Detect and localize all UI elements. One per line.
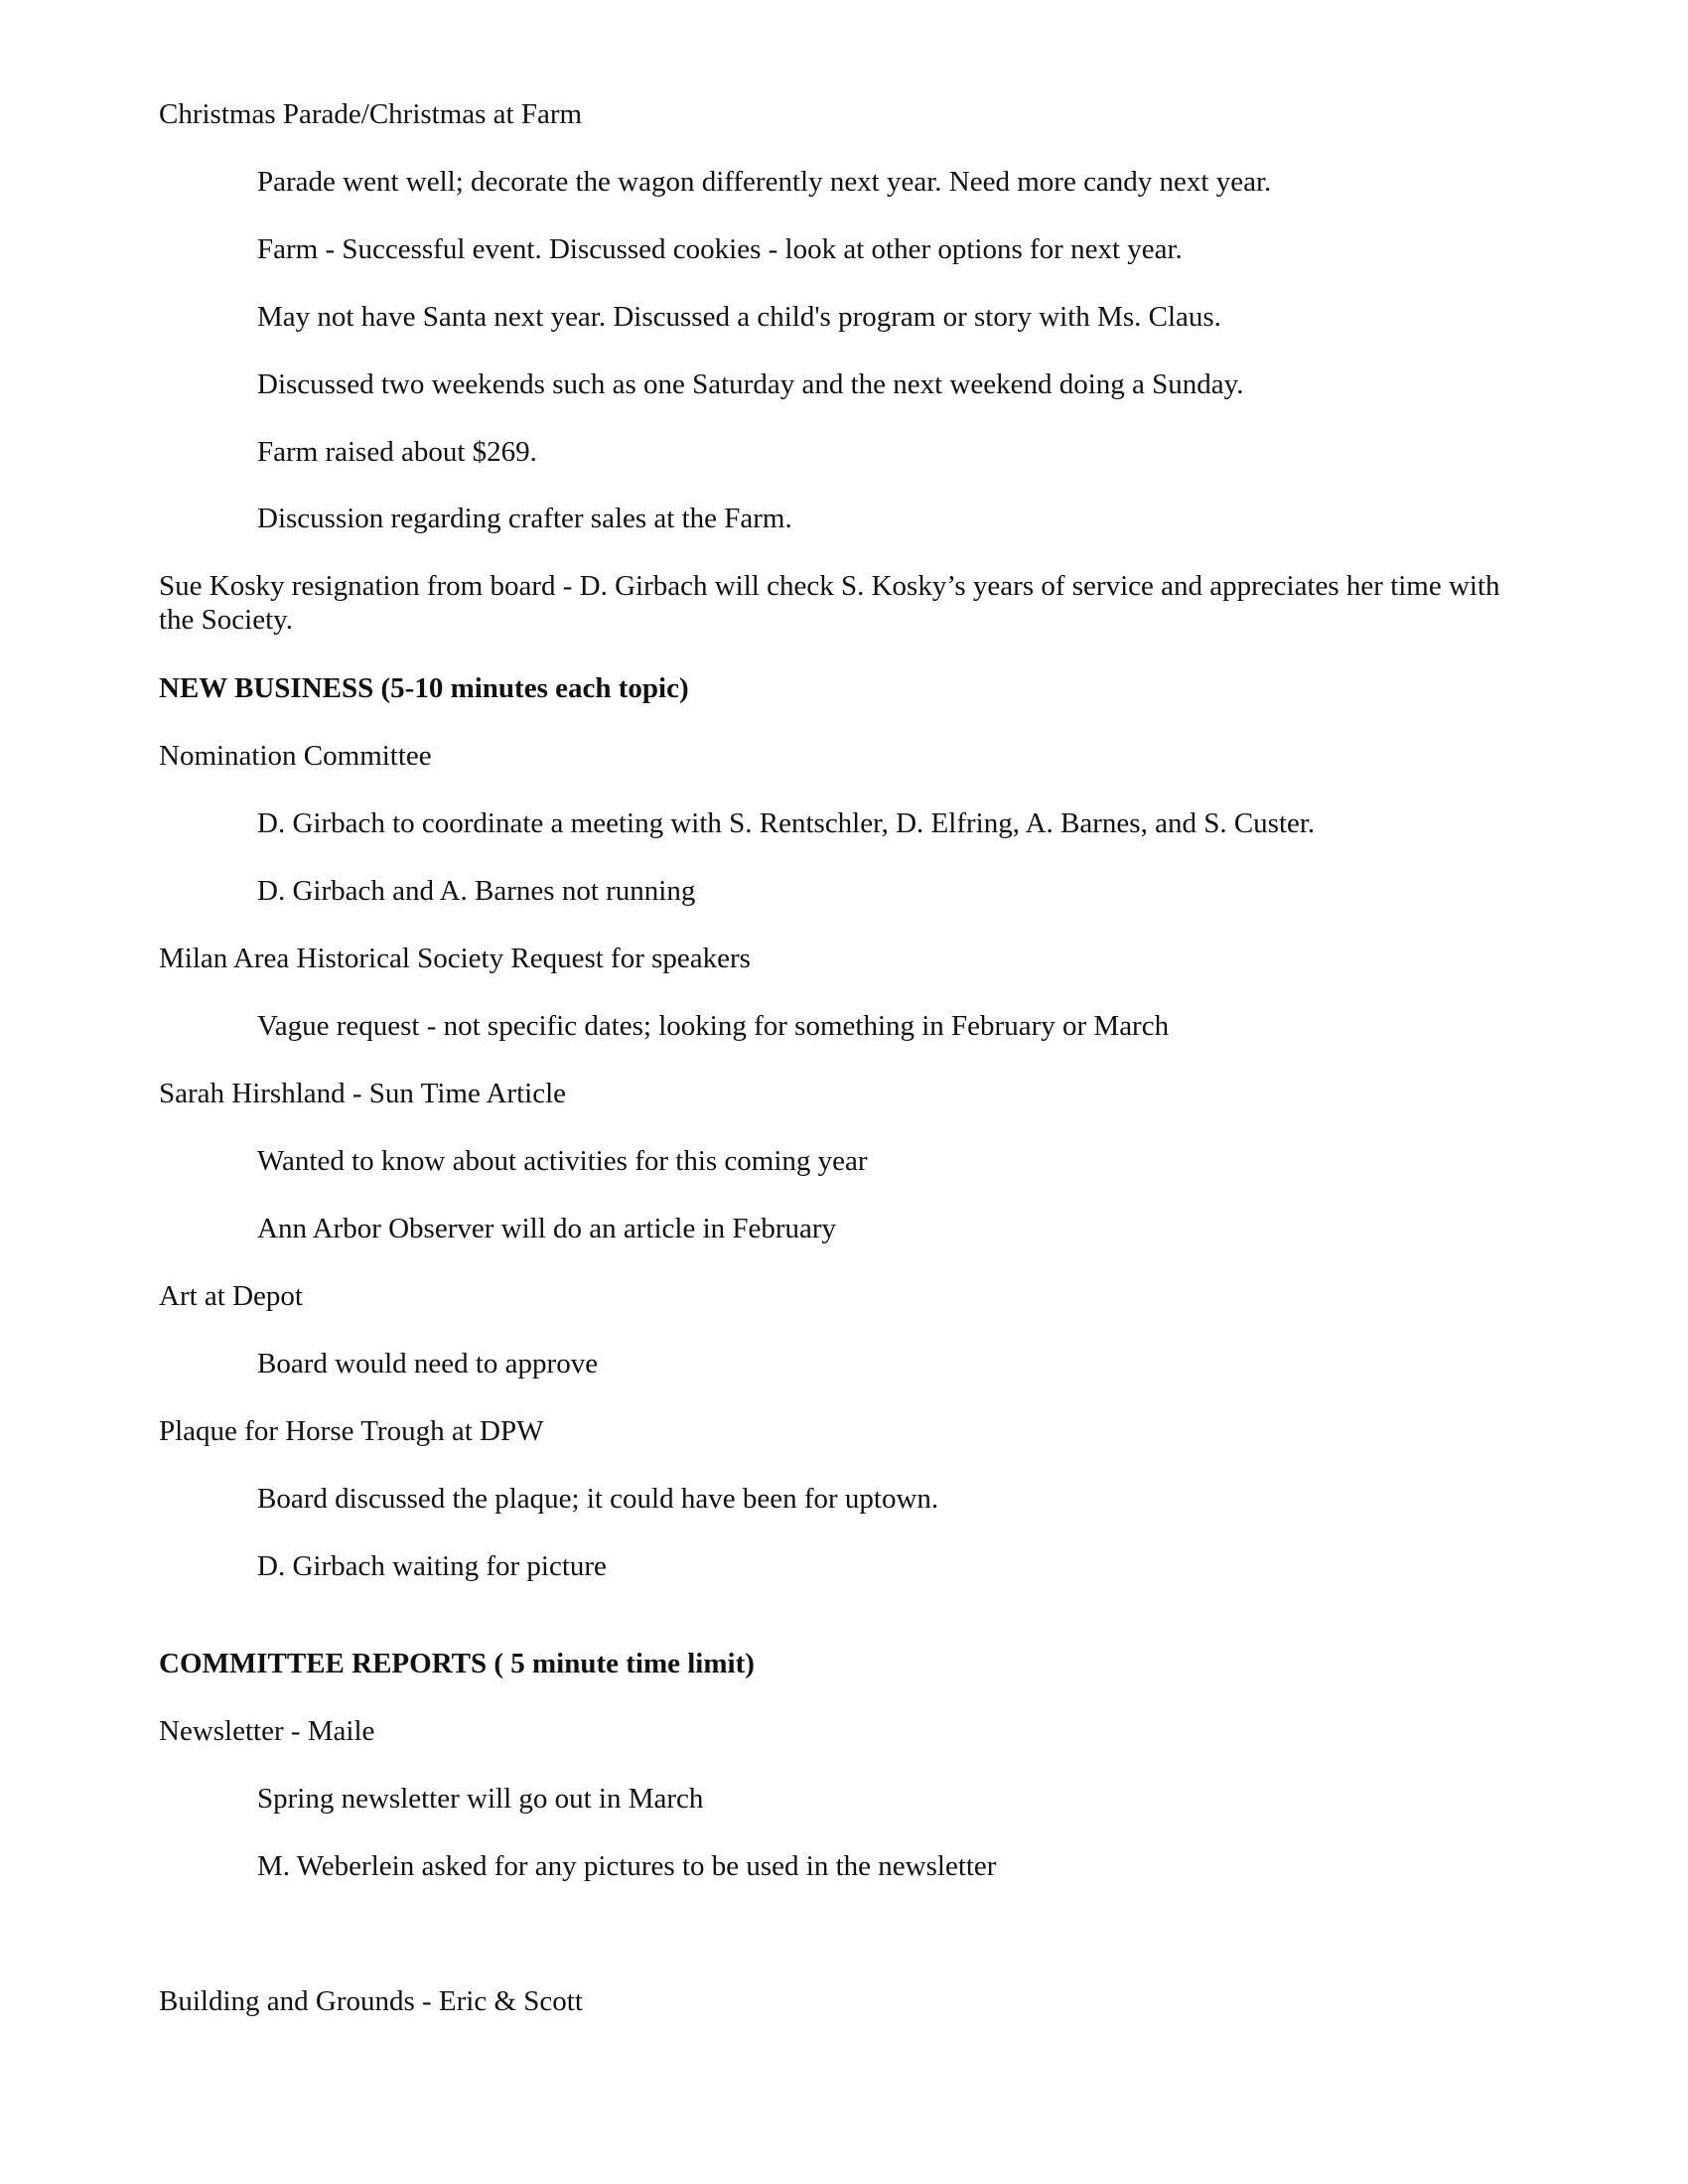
milan-heading: Milan Area Historical Society Request for speakers <box>159 943 751 974</box>
art-heading: Art at Depot <box>159 1280 303 1312</box>
resignation-paragraph: Sue Kosky resignation from board - D. Girbach will check S. Kosky’s years of service and appreciates her time with the Society. <box>159 570 1500 636</box>
committee-reports-heading: COMMITTEE REPORTS ( 5 minute time limit) <box>159 1648 755 1679</box>
new-business-heading: NEW BUSINESS (5-10 minutes each topic) <box>159 672 689 704</box>
christmas-item: Farm - Successful event. Discussed cookies - look at other options for next year. <box>257 233 1183 265</box>
sarah-item: Wanted to know about activities for this coming year <box>257 1145 868 1177</box>
art-item: Board would need to approve <box>257 1348 599 1380</box>
christmas-item: Parade went well; decorate the wagon differently next year. Need more candy next year. <box>257 166 1272 198</box>
sarah-heading: Sarah Hirshland - Sun Time Article <box>159 1078 567 1109</box>
plaque-item: Board discussed the plaque; it could have been for uptown. <box>257 1483 939 1515</box>
nomination-item: D. Girbach to coordinate a meeting with S. Rentschler, D. Elfring, A. Barnes, and S. Custer. <box>257 807 1316 839</box>
nomination-heading: Nomination Committee <box>159 740 432 772</box>
christmas-item: May not have Santa next year. Discussed a child's program or story with Ms. Claus. <box>257 301 1221 333</box>
sarah-item: Ann Arbor Observer will do an article in February <box>257 1213 837 1244</box>
buildings-heading: Building and Grounds - Eric & Scott <box>159 1985 583 2017</box>
newsletter-item: M. Weberlein asked for any pictures to be used in the newsletter <box>257 1850 997 1882</box>
newsletter-heading: Newsletter - Maile <box>159 1715 375 1747</box>
nomination-item: D. Girbach and A. Barnes not running <box>257 875 696 907</box>
christmas-heading: Christmas Parade/Christmas at Farm <box>159 98 583 130</box>
christmas-item: Discussed two weekends such as one Saturday and the next weekend doing a Sunday. <box>257 368 1244 400</box>
plaque-item: D. Girbach waiting for picture <box>257 1550 607 1582</box>
milan-item: Vague request - not specific dates; looking for something in February or March <box>257 1010 1170 1042</box>
christmas-item: Discussion regarding crafter sales at the Farm. <box>257 503 792 534</box>
christmas-item: Farm raised about $269. <box>257 436 537 468</box>
plaque-heading: Plaque for Horse Trough at DPW <box>159 1415 544 1447</box>
newsletter-item: Spring newsletter will go out in March <box>257 1783 704 1815</box>
